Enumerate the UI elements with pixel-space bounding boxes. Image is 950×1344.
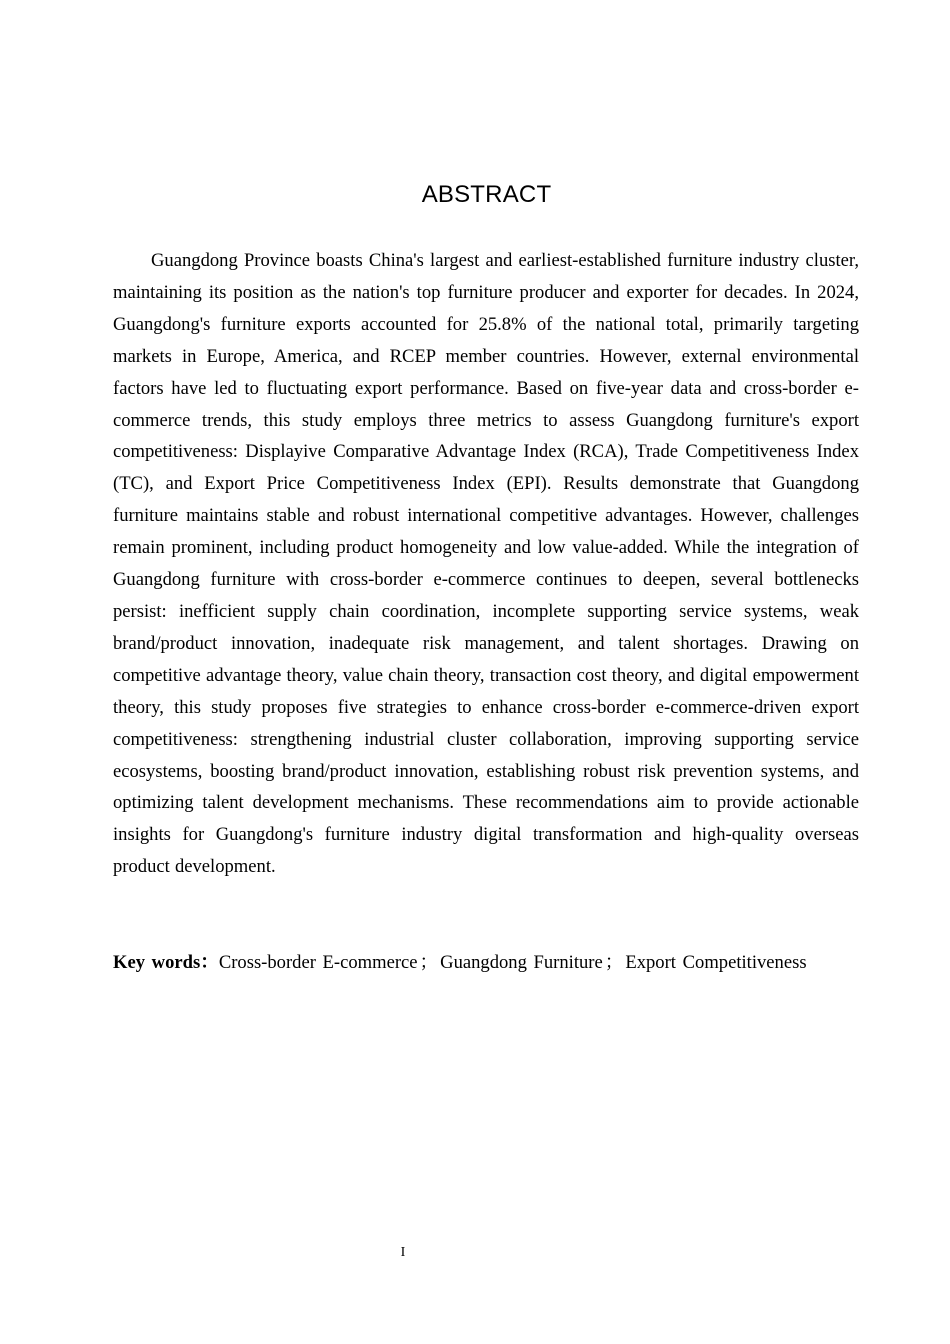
keywords-line bbox=[113, 949, 859, 977]
keyword-item: Export Competitiveness bbox=[625, 952, 807, 973]
keyword-item: Guangdong Furniture bbox=[440, 952, 603, 973]
abstract-paragraph: Guangdong Province boasts China's largest and earliest-established furniture industry cluster, maintaining its position as the nation's top furniture producer and exporter for decades. In 2024, Guangdong's furniture exports accounted for 25.8% of the national total, primarily targeting markets in Europe, America, and RCEP member countries. However, external environmental factors have led to fluctuating export performance. Based on five-year data and cross-border e-commerce trends, this study employs three metrics to assess Guangdong furniture's export competitiveness: Displayive Comparative Advantage Index (RCA), Trade Competitiveness Index (TC), and Export Price Competitiveness Index (EPI). Results demonstrate that Guangdong furniture maintains stable and robust international competitive advantages. However, challenges remain prominent, including product homogeneity and low value-added. While the integration of Guangdong furniture with cross-border e-commerce continues to deepen, several bottlenecks persist: inefficient supply chain coordination, incomplete supporting service systems, weak brand/product innovation, inadequate risk management, and talent shortages. Drawing on competitive advantage theory, value chain theory, transaction cost theory, and digital empowerment theory, this study proposes five strategies to enhance cross-border e-commerce-driven export competitiveness: strengthening industrial cluster collaboration, improving supporting service ecosystems, boosting brand/product innovation, establishing robust risk prevention systems, and optimizing talent development mechanisms. These recommendations aim to provide actionable insights for Guangdong's furniture industry digital transformation and high-quality overseas product development. bbox=[113, 250, 859, 878]
page-number: I bbox=[400, 1245, 406, 1260]
keyword-separator: ； bbox=[604, 952, 624, 973]
keyword-separator: ； bbox=[419, 952, 439, 973]
abstract-title: ABSTRACT bbox=[421, 181, 552, 208]
keywords-label: Key words： bbox=[113, 952, 219, 973]
keyword-item: Cross-border E-commerce bbox=[218, 952, 418, 973]
